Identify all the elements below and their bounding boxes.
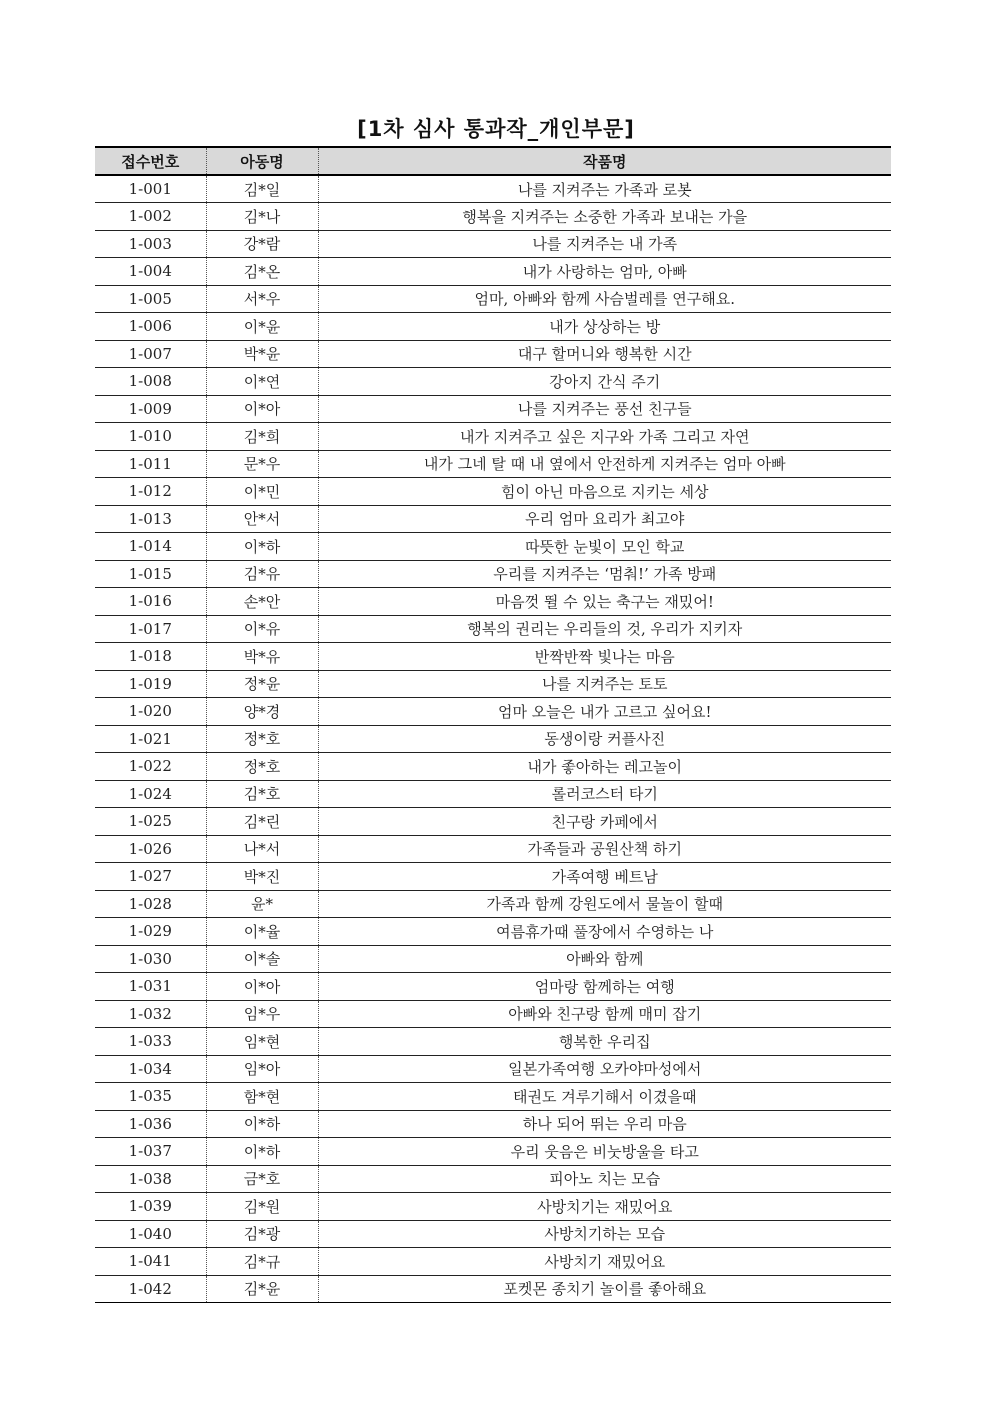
table-row (95, 643, 891, 671)
cell-entry-number: 1-026 (95, 835, 206, 863)
table-row (95, 1055, 891, 1083)
cell-child-name: 이*하 (206, 1110, 318, 1138)
cell-entry-number: 1-038 (95, 1165, 206, 1193)
cell-work-title: 나를 지켜주는 토토 (318, 670, 891, 698)
cell-entry-number: 1-001 (95, 175, 206, 203)
entries-table (95, 146, 891, 1303)
cell-entry-number: 1-032 (95, 1000, 206, 1028)
cell-child-name: 이*율 (206, 918, 318, 946)
cell-work-title: 행복한 우리집 (318, 1028, 891, 1056)
cell-child-name: 김*일 (206, 175, 318, 203)
cell-entry-number: 1-010 (95, 423, 206, 451)
table-row (95, 313, 891, 341)
table-row (95, 698, 891, 726)
cell-work-title: 나를 지켜주는 가족과 로봇 (318, 175, 891, 203)
cell-work-title: 우리 엄마 요리가 최고야 (318, 505, 891, 533)
cell-entry-number: 1-003 (95, 230, 206, 258)
cell-child-name: 김*윤 (206, 1275, 318, 1303)
cell-work-title: 힘이 아닌 마음으로 지키는 세상 (318, 478, 891, 506)
cell-entry-number: 1-008 (95, 368, 206, 396)
cell-entry-number: 1-014 (95, 533, 206, 561)
cell-child-name: 임*우 (206, 1000, 318, 1028)
header-entry-number: 접수번호 (95, 147, 206, 175)
cell-child-name: 이*연 (206, 368, 318, 396)
table-row (95, 863, 891, 891)
cell-entry-number: 1-036 (95, 1110, 206, 1138)
table-row (95, 1220, 891, 1248)
table-row (95, 1275, 891, 1303)
cell-work-title: 가족여행 베트남 (318, 863, 891, 891)
cell-child-name: 김*린 (206, 808, 318, 836)
cell-child-name: 나*서 (206, 835, 318, 863)
cell-work-title: 태권도 겨루기해서 이겼을때 (318, 1083, 891, 1111)
cell-work-title: 가족들과 공원산책 하기 (318, 835, 891, 863)
cell-child-name: 박*유 (206, 643, 318, 671)
cell-entry-number: 1-025 (95, 808, 206, 836)
cell-child-name: 임*현 (206, 1028, 318, 1056)
table-row (95, 368, 891, 396)
cell-work-title: 엄마 오늘은 내가 고르고 싶어요! (318, 698, 891, 726)
cell-child-name: 이*하 (206, 1138, 318, 1166)
cell-work-title: 내가 상상하는 방 (318, 313, 891, 341)
cell-work-title: 아빠와 함께 (318, 945, 891, 973)
cell-work-title: 엄마랑 함께하는 여행 (318, 973, 891, 1001)
cell-work-title: 나를 지켜주는 풍선 친구들 (318, 395, 891, 423)
cell-child-name: 이*윤 (206, 313, 318, 341)
table-row (95, 890, 891, 918)
cell-entry-number: 1-042 (95, 1275, 206, 1303)
table-row (95, 1138, 891, 1166)
cell-child-name: 정*호 (206, 753, 318, 781)
cell-child-name: 이*유 (206, 615, 318, 643)
cell-work-title: 사방치기 재밌어요 (318, 1248, 891, 1276)
table-row (95, 203, 891, 231)
cell-entry-number: 1-029 (95, 918, 206, 946)
table-row (95, 1110, 891, 1138)
cell-entry-number: 1-009 (95, 395, 206, 423)
cell-work-title: 내가 그네 탈 때 내 옆에서 안전하게 지켜주는 엄마 아빠 (318, 450, 891, 478)
table-row (95, 1083, 891, 1111)
cell-child-name: 김*온 (206, 258, 318, 286)
cell-entry-number: 1-024 (95, 780, 206, 808)
table-row (95, 478, 891, 506)
header-work-title: 작품명 (318, 147, 891, 175)
cell-entry-number: 1-011 (95, 450, 206, 478)
table-row (95, 780, 891, 808)
table-row (95, 1000, 891, 1028)
table-row (95, 615, 891, 643)
cell-child-name: 김*원 (206, 1193, 318, 1221)
cell-child-name: 정*윤 (206, 670, 318, 698)
cell-entry-number: 1-007 (95, 340, 206, 368)
table-row (95, 1193, 891, 1221)
cell-work-title: 우리를 지켜주는 ‘멈춰!’ 가족 방패 (318, 560, 891, 588)
table-row (95, 725, 891, 753)
cell-work-title: 반짝반짝 빛나는 마음 (318, 643, 891, 671)
table-row (95, 835, 891, 863)
cell-work-title: 대구 할머니와 행복한 시간 (318, 340, 891, 368)
cell-child-name: 김*희 (206, 423, 318, 451)
cell-child-name: 김*규 (206, 1248, 318, 1276)
cell-entry-number: 1-037 (95, 1138, 206, 1166)
cell-work-title: 나를 지켜주는 내 가족 (318, 230, 891, 258)
cell-entry-number: 1-022 (95, 753, 206, 781)
cell-child-name: 윤* (206, 890, 318, 918)
table-row (95, 175, 891, 203)
table-row (95, 533, 891, 561)
cell-child-name: 함*현 (206, 1083, 318, 1111)
cell-work-title: 아빠와 친구랑 함께 매미 잡기 (318, 1000, 891, 1028)
cell-entry-number: 1-028 (95, 890, 206, 918)
cell-child-name: 문*우 (206, 450, 318, 478)
cell-entry-number: 1-006 (95, 313, 206, 341)
cell-work-title: 따뜻한 눈빛이 모인 학교 (318, 533, 891, 561)
cell-child-name: 손*안 (206, 588, 318, 616)
cell-entry-number: 1-035 (95, 1083, 206, 1111)
cell-child-name: 이*아 (206, 973, 318, 1001)
cell-work-title: 엄마, 아빠와 함께 사슴벌레를 연구해요. (318, 285, 891, 313)
table-row (95, 588, 891, 616)
cell-work-title: 강아지 간식 주기 (318, 368, 891, 396)
cell-entry-number: 1-031 (95, 973, 206, 1001)
cell-entry-number: 1-004 (95, 258, 206, 286)
cell-child-name: 박*진 (206, 863, 318, 891)
cell-work-title: 내가 지켜주고 싶은 지구와 가족 그리고 자연 (318, 423, 891, 451)
cell-work-title: 동생이랑 커플사진 (318, 725, 891, 753)
cell-work-title: 우리 웃음은 비눗방울을 타고 (318, 1138, 891, 1166)
cell-entry-number: 1-002 (95, 203, 206, 231)
cell-child-name: 김*호 (206, 780, 318, 808)
cell-work-title: 내가 사랑하는 엄마, 아빠 (318, 258, 891, 286)
table-row (95, 285, 891, 313)
cell-child-name: 이*민 (206, 478, 318, 506)
table-row (95, 808, 891, 836)
table-row (95, 258, 891, 286)
table-row (95, 753, 891, 781)
table-row (95, 1248, 891, 1276)
cell-entry-number: 1-039 (95, 1193, 206, 1221)
cell-child-name: 이*하 (206, 533, 318, 561)
cell-child-name: 박*윤 (206, 340, 318, 368)
cell-child-name: 김*광 (206, 1220, 318, 1248)
cell-entry-number: 1-041 (95, 1248, 206, 1276)
table-row (95, 423, 891, 451)
cell-child-name: 금*호 (206, 1165, 318, 1193)
cell-child-name: 안*서 (206, 505, 318, 533)
table-header-row (95, 147, 891, 175)
cell-work-title: 사방치기하는 모습 (318, 1220, 891, 1248)
cell-entry-number: 1-020 (95, 698, 206, 726)
cell-work-title: 마음껏 뛸 수 있는 축구는 재밌어! (318, 588, 891, 616)
cell-entry-number: 1-012 (95, 478, 206, 506)
table-row (95, 945, 891, 973)
cell-work-title: 친구랑 카페에서 (318, 808, 891, 836)
cell-work-title: 내가 좋아하는 레고놀이 (318, 753, 891, 781)
cell-entry-number: 1-019 (95, 670, 206, 698)
cell-work-title: 행복을 지켜주는 소중한 가족과 보내는 가을 (318, 203, 891, 231)
cell-child-name: 이*솔 (206, 945, 318, 973)
cell-entry-number: 1-033 (95, 1028, 206, 1056)
cell-entry-number: 1-018 (95, 643, 206, 671)
table-row (95, 395, 891, 423)
cell-entry-number: 1-005 (95, 285, 206, 313)
cell-work-title: 행복의 권리는 우리들의 것, 우리가 지키자 (318, 615, 891, 643)
cell-child-name: 양*경 (206, 698, 318, 726)
table-row (95, 450, 891, 478)
cell-child-name: 임*아 (206, 1055, 318, 1083)
table-row (95, 505, 891, 533)
table-row (95, 1165, 891, 1193)
table-row (95, 340, 891, 368)
cell-entry-number: 1-016 (95, 588, 206, 616)
cell-work-title: 여름휴가때 풀장에서 수영하는 나 (318, 918, 891, 946)
cell-work-title: 롤러코스터 타기 (318, 780, 891, 808)
header-child-name: 아동명 (206, 147, 318, 175)
cell-entry-number: 1-015 (95, 560, 206, 588)
table-row (95, 670, 891, 698)
cell-child-name: 정*호 (206, 725, 318, 753)
cell-entry-number: 1-040 (95, 1220, 206, 1248)
cell-work-title: 가족과 함께 강원도에서 물놀이 할때 (318, 890, 891, 918)
cell-work-title: 사방치기는 재밌어요 (318, 1193, 891, 1221)
cell-work-title: 일본가족여행 오카야마성에서 (318, 1055, 891, 1083)
cell-entry-number: 1-017 (95, 615, 206, 643)
table-row (95, 230, 891, 258)
table-row (95, 560, 891, 588)
cell-entry-number: 1-021 (95, 725, 206, 753)
page-title: [1차 심사 통과작_개인부문] (357, 117, 635, 141)
cell-entry-number: 1-027 (95, 863, 206, 891)
cell-work-title: 하나 되어 뛰는 우리 마음 (318, 1110, 891, 1138)
cell-entry-number: 1-030 (95, 945, 206, 973)
cell-child-name: 이*아 (206, 395, 318, 423)
cell-entry-number: 1-013 (95, 505, 206, 533)
cell-work-title: 포켓몬 종치기 놀이를 좋아해요 (318, 1275, 891, 1303)
cell-child-name: 김*나 (206, 203, 318, 231)
cell-child-name: 강*람 (206, 230, 318, 258)
table-row (95, 1028, 891, 1056)
table-row (95, 918, 891, 946)
table-row (95, 973, 891, 1001)
cell-child-name: 김*유 (206, 560, 318, 588)
cell-entry-number: 1-034 (95, 1055, 206, 1083)
cell-child-name: 서*우 (206, 285, 318, 313)
cell-work-title: 피아노 치는 모습 (318, 1165, 891, 1193)
